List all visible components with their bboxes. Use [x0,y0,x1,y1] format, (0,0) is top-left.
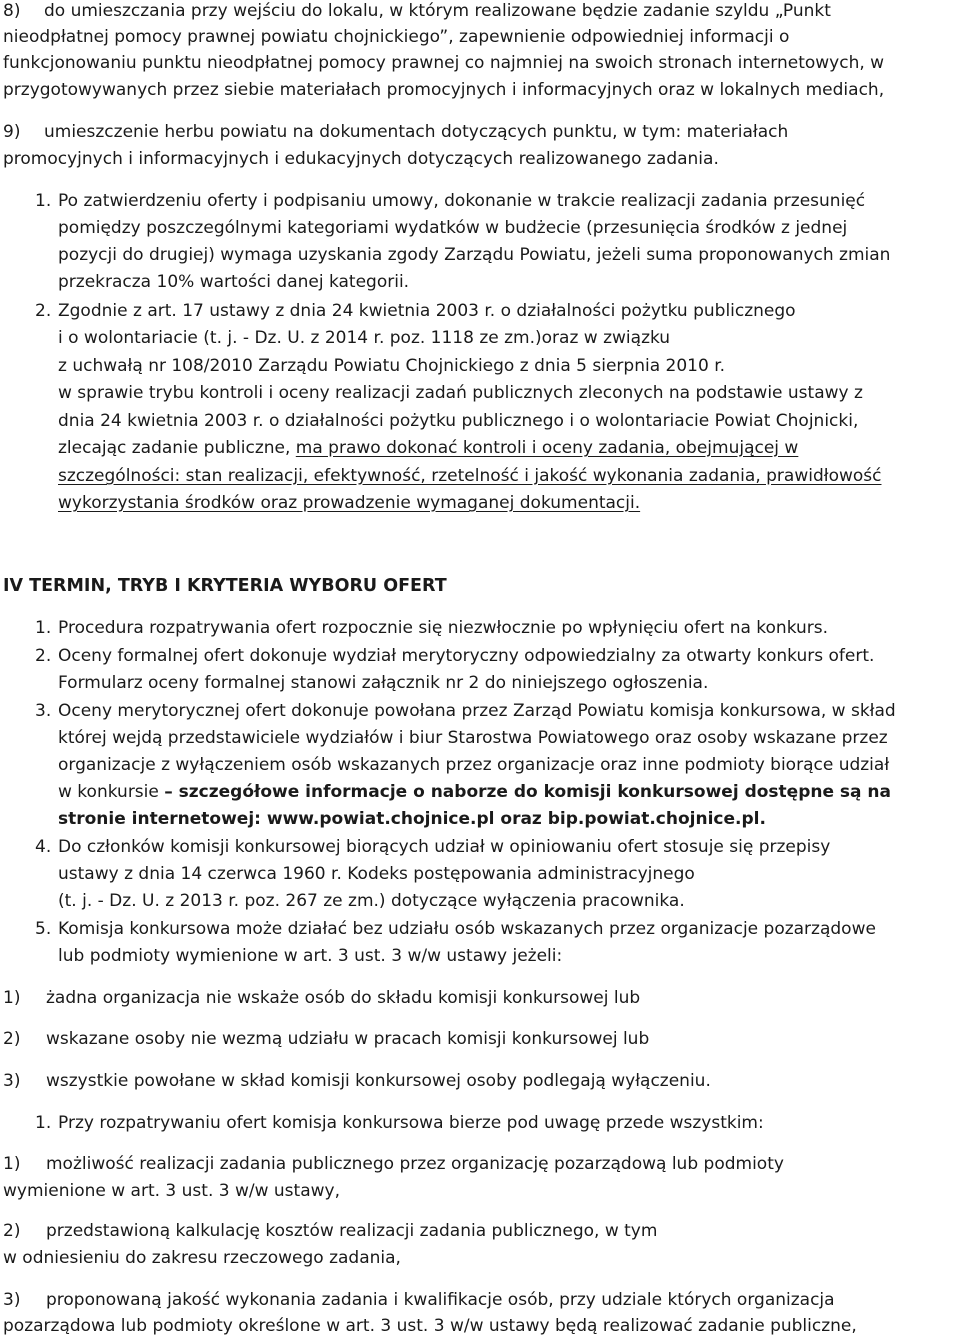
text-line: wszystkie powołane w skład komisji konkursowej osoby podlegają wyłączeniu. [46,1071,711,1091]
item-number: 5. [35,919,52,939]
text-line: której wejdą przedstawiciele wydziałów i biur Starostwa Powiatowego oraz osoby wskazane przez [58,728,888,748]
text-line [58,435,798,461]
text-line: lub podmioty wymienione w art. 3 ust. 3 w/w ustawy jeżeli: [58,946,563,966]
underlined-text: ma prawo dokonać kontroli i oceny zadania, obejmującej w [295,438,799,458]
text-line: proponowaną jakość wykonania zadania i kwalifikacje osób, przy udziale których organizacja [46,1290,835,1310]
text-line: ustawy z dnia 14 czerwca 1960 r. Kodeks postępowania administracyjnego [58,864,695,884]
text-line: wymienione w art. 3 ust. 3 w/w ustawy, [3,1181,340,1201]
text-line: Do członków komisji konkursowej biorących udział w opiniowaniu ofert stosuje się przepisy [58,837,831,857]
text-line: w sprawie trybu kontroli i oceny realizacji zadań publicznych zleconych na podstawie ustawy z [58,383,863,403]
text-line: Procedura rozpatrywania ofert rozpocznie się niezwłocznie po wpłynięciu ofert na konkurs. [58,618,829,638]
text-line: organizacje z wyłączeniem osób wskazanych przez organizacje oraz inne podmioty biorące udział [58,755,890,775]
item-number: 1. [35,191,52,211]
bold-text: stronie internetowej: www.powiat.chojnice.pl oraz bip.powiat.chojnice.pl. [58,809,766,829]
text-line: Komisja konkursowa może działać bez udziału osób wskazanych przez organizacje pozarządowe [58,919,876,939]
text-line: Zgodnie z art. 17 ustawy z dnia 24 kwietnia 2003 r. o działalności pożytku publicznego [58,301,796,321]
text-line: funkcjonowaniu punktu nieodpłatnej pomocy prawnej co najmniej na swoich stronach internetowych, w [3,53,885,73]
text-line: do umieszczania przy wejściu do lokalu, w którym realizowane będzie zadanie szyldu „Punkt [44,1,831,21]
text-line: nieodpłatnej pomocy prawnej powiatu chojnickiego”, zapewnienie odpowiedniej informacji o [3,27,790,47]
text-line: możliwość realizacji zadania publicznego przez organizację pozarządową lub podmioty [46,1154,784,1174]
item-number: 3. [35,701,52,721]
text-line: dnia 24 kwietnia 2003 r. o działalności pożytku publicznego i o wolontariacie Powiat Chojnicki, [58,411,859,431]
bold-text: – szczegółowe informacje o naborze do komisji konkursowej dostępne są na [164,782,891,802]
text-span: w konkursie [58,782,165,802]
item-number: 9) [3,122,21,142]
item-number: 1) [3,1154,21,1174]
text-line [58,779,891,805]
text-line: pozarządowa lub podmioty określone w art. 3 ust. 3 w/w ustawy będą realizować zadanie publiczne, [3,1316,857,1336]
text-line: w odniesieniu do zakresu rzeczowego zadania, [3,1248,401,1268]
text-line: wskazane osoby nie wezmą udziału w pracach komisji konkursowej lub [46,1029,650,1049]
text-line: (t. j. - Dz. U. z 2013 r. poz. 267 ze zm.) dotyczące wyłączenia pracownika. [58,891,685,911]
text-line: i o wolontariacie (t. j. - Dz. U. z 2014 r. poz. 1118 ze zm.)oraz w związku [58,328,671,348]
underlined-text: szczególności: stan realizacji, efektywność, rzetelność i jakość wykonania zadania, prawidłowość [58,466,882,486]
item-number: 2) [3,1029,21,1049]
text-line: Oceny formalnej ofert dokonuje wydział merytoryczny odpowiedzialny za otwarty konkurs ofert. [58,646,875,666]
item-number: 1. [35,618,52,638]
text-span: zlecając zadanie publiczne, [58,438,296,458]
text-line: Oceny merytorycznej ofert dokonuje powołana przez Zarząd Powiatu komisja konkursowa, w skład [58,701,896,721]
text-line: pomiędzy poszczególnymi kategoriami wydatków w budżecie (przesunięcia środków z jednej [58,218,848,238]
item-number: 8) [3,1,21,21]
section-heading: IV TERMIN, TRYB I KRYTERIA WYBORU OFERT [3,576,447,596]
text-line: promocyjnych i informacyjnych i edukacyjnych dotyczących realizowanego zadania. [3,149,719,169]
text-line: żadna organizacja nie wskaże osób do składu komisji konkursowej lub [46,988,641,1008]
text-line: Po zatwierdzeniu oferty i podpisaniu umowy, dokonanie w trakcie realizacji zadania przesunięć [58,191,866,211]
text-line: Formularz oceny formalnej stanowi załącznik nr 2 do niniejszego ogłoszenia. [58,673,709,693]
item-number: 2. [35,646,52,666]
underlined-text: wykorzystania środków oraz prowadzenie wymaganej dokumentacji. [58,493,641,513]
item-number: 3) [3,1290,21,1310]
text-line: umieszczenie herbu powiatu na dokumentach dotyczących punktu, w tym: materiałach [44,122,789,142]
text-line: z uchwałą nr 108/2010 Zarządu Powiatu Chojnickiego z dnia 5 sierpnia 2010 r. [58,356,726,376]
text-line: Przy rozpatrywaniu ofert komisja konkursowa bierze pod uwagę przede wszystkim: [58,1113,764,1133]
text-line: przygotowywanych przez siebie materiałach promocyjnych i informacyjnych oraz w lokalnych mediach, [3,80,885,100]
item-number: 1) [3,988,21,1008]
item-number: 2) [3,1221,21,1241]
text-line: pozycji do drugiej) wymaga uzyskania zgody Zarządu Powiatu, jeżeli suma proponowanych zmian [58,245,891,265]
item-number: 4. [35,837,52,857]
item-number: 1. [35,1113,52,1133]
text-line: przekracza 10% wartości danej kategorii. [58,272,410,292]
text-line: przedstawioną kalkulację kosztów realizacji zadania publicznego, w tym [46,1221,658,1241]
item-number: 3) [3,1071,21,1091]
item-number: 2. [35,301,52,321]
